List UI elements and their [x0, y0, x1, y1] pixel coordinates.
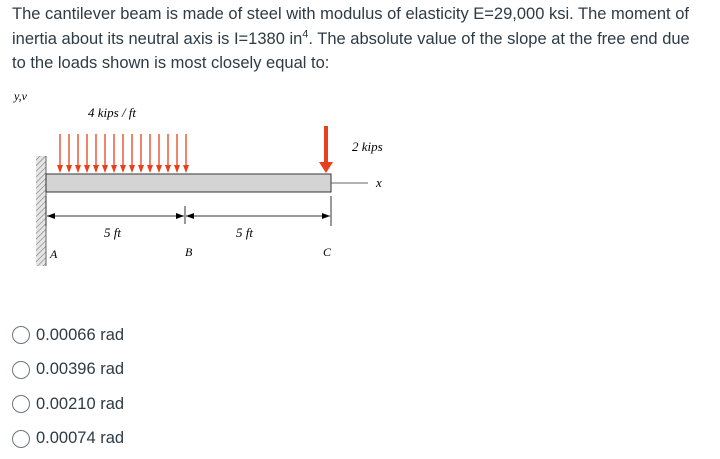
distributed-load-arrowhead — [156, 165, 162, 173]
question-exponent: 4 — [302, 28, 309, 40]
point-load-arrow — [319, 126, 333, 173]
option-label: 0.00066 rad — [36, 325, 125, 344]
question-text-part2: . The absolute value of the slope at the free end due to the loads shown is most closely equal to: — [12, 29, 690, 72]
point-label-a: A — [50, 247, 58, 261]
dimension-label-ab: 5 ft — [104, 225, 121, 240]
answer-option-2[interactable] — [12, 353, 124, 388]
axis-label-x: x — [376, 175, 382, 190]
distributed-load-arrowhead — [57, 165, 63, 173]
dimension-label-bc: 5 ft — [236, 225, 253, 240]
distributed-load-arrowhead — [174, 165, 180, 173]
point-label-b: B — [185, 245, 193, 259]
answer-option-3[interactable] — [12, 387, 124, 422]
distributed-load-arrowhead — [102, 165, 108, 173]
distributed-load-arrowhead — [147, 165, 153, 173]
distributed-load-arrowhead — [75, 165, 81, 173]
distributed-load-arrowhead — [165, 165, 171, 173]
distributed-load-arrowhead — [84, 165, 90, 173]
option-label: 0.00210 rad — [36, 394, 125, 413]
distributed-load-arrowhead — [120, 165, 126, 173]
radio-button[interactable] — [12, 326, 30, 344]
cantilever-beam-diagram — [0, 88, 440, 278]
distributed-load-arrowhead — [66, 165, 72, 173]
axis-label-yv: y,v — [14, 89, 27, 103]
radio-button[interactable] — [12, 395, 30, 413]
point-load-label: 2 kips — [352, 139, 383, 154]
distributed-load-arrowhead — [129, 165, 135, 173]
fixed-support — [36, 156, 46, 266]
distributed-load-label: 4 kips / ft — [88, 105, 137, 120]
question-text — [12, 2, 702, 76]
answer-options — [12, 318, 124, 456]
answer-option-1[interactable] — [12, 318, 124, 353]
radio-button[interactable] — [12, 361, 30, 379]
question-text-part1: The cantilever beam is made of steel with modulus of elasticity E=29,000 ksi. The moment of inertia about its neutral axis is I=1380 in — [12, 5, 689, 48]
beam — [46, 174, 331, 192]
distributed-load-arrowhead — [138, 165, 144, 173]
distributed-load-arrowhead — [93, 165, 99, 173]
option-label: 0.00074 rad — [36, 429, 125, 448]
option-label: 0.00396 rad — [36, 360, 125, 379]
radio-button[interactable] — [12, 430, 30, 448]
answer-option-4[interactable] — [12, 422, 124, 457]
distributed-load-arrowhead — [183, 165, 189, 173]
distributed-load — [57, 134, 189, 173]
point-label-c: C — [323, 245, 332, 259]
distributed-load-arrowhead — [111, 165, 117, 173]
dimension-lines — [46, 196, 331, 226]
